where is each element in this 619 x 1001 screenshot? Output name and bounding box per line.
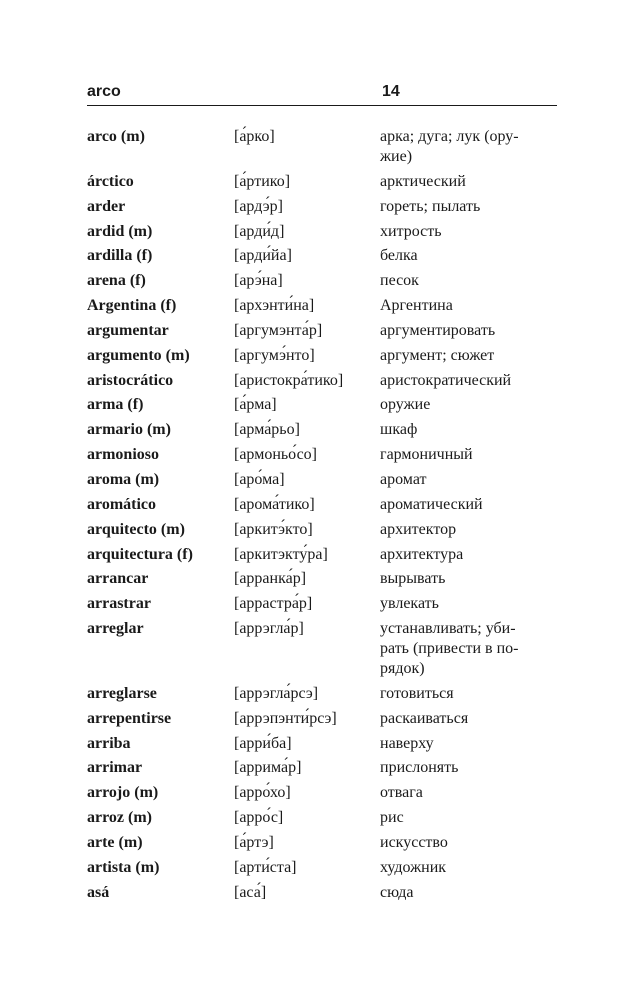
translation: аромат — [380, 470, 427, 488]
dictionary-entry — [87, 883, 557, 903]
translation: рис — [380, 809, 404, 827]
dictionary-entry — [87, 619, 557, 679]
headword: arrancar — [87, 570, 149, 588]
translation: шкаф — [380, 421, 418, 439]
dictionary-entry — [87, 222, 557, 242]
pronunciation: [аса́] — [234, 883, 267, 901]
translation: наверху — [380, 734, 434, 752]
translation: готовиться — [380, 684, 454, 702]
pronunciation: [а́ртико] — [234, 172, 291, 190]
headword: arco (m) — [87, 128, 145, 145]
header-rule — [87, 105, 557, 106]
translation: ароматический — [380, 495, 483, 513]
translation: гореть; пылать — [380, 197, 481, 215]
pronunciation: [аррэгла́рсэ] — [234, 684, 319, 702]
translation: аристократический — [380, 371, 512, 389]
pronunciation: [аргумэнта́р] — [234, 321, 323, 339]
translation: Аргентина — [380, 297, 453, 315]
running-head: arco — [87, 83, 121, 100]
dictionary-entry — [87, 197, 557, 217]
translation: увлекать — [380, 595, 439, 613]
translation: устанавливать; уби- рать (привести в по- рядок) — [380, 620, 519, 678]
headword: aristocrático — [87, 371, 174, 389]
translation: арка; дуга; лук (ору- жие) — [380, 128, 519, 165]
dictionary-entry — [87, 470, 557, 490]
headword: arte (m) — [87, 833, 143, 851]
dictionary-entry — [87, 758, 557, 778]
headword: arrojo (m) — [87, 784, 159, 802]
headword: argumentar — [87, 321, 169, 339]
headword: arquitectura (f) — [87, 545, 193, 563]
dictionary-entry — [87, 569, 557, 589]
headword: arrimar — [87, 759, 143, 777]
translation: искусство — [380, 833, 448, 851]
dictionary-entries — [87, 127, 557, 907]
page-header — [87, 80, 557, 104]
dictionary-entry — [87, 858, 557, 878]
headword: arriba — [87, 734, 131, 752]
dictionary-entry — [87, 246, 557, 266]
headword: asá — [87, 883, 110, 901]
headword: arreglarse — [87, 684, 157, 702]
translation: белка — [380, 247, 418, 265]
translation: отвага — [380, 784, 423, 802]
pronunciation: [арранка́р] — [234, 570, 307, 588]
pronunciation: [арома́тико] — [234, 495, 315, 513]
dictionary-entry — [87, 127, 557, 167]
dictionary-entry — [87, 520, 557, 540]
dictionary-entry — [87, 833, 557, 853]
pronunciation: [аргумэ́нто] — [234, 346, 315, 364]
translation: вырывать — [380, 570, 446, 588]
translation: оружие — [380, 396, 431, 414]
headword: ardid (m) — [87, 222, 153, 240]
translation: аргумент; сюжет — [380, 346, 495, 364]
pronunciation: [аркитэкту́ра] — [234, 545, 328, 563]
translation: сюда — [380, 883, 414, 901]
pronunciation: [арри́ба] — [234, 734, 292, 752]
pronunciation: [арэ́на] — [234, 272, 283, 290]
headword: arquitecto (m) — [87, 520, 185, 538]
translation: раскаиваться — [380, 709, 469, 727]
pronunciation: [аррэгла́р] — [234, 620, 304, 638]
headword: Argentina (f) — [87, 297, 177, 315]
translation: хитрость — [380, 222, 442, 240]
headword: arreglar — [87, 620, 144, 638]
dictionary-entry — [87, 371, 557, 391]
pronunciation: [а́ртэ] — [234, 833, 274, 851]
headword: arder — [87, 197, 126, 215]
dictionary-entry — [87, 321, 557, 341]
pronunciation: [арди́йа] — [234, 247, 292, 265]
pronunciation: [аро́ма] — [234, 470, 285, 488]
dictionary-entry — [87, 495, 557, 515]
dictionary-entry — [87, 594, 557, 614]
dictionary-entry — [87, 296, 557, 316]
dictionary-entry — [87, 783, 557, 803]
headword: artista (m) — [87, 858, 160, 876]
headword: arrastrar — [87, 595, 151, 613]
dictionary-entry — [87, 271, 557, 291]
headword: arrepentirse — [87, 709, 172, 727]
pronunciation: [арма́рьо] — [234, 421, 300, 439]
headword: arroz (m) — [87, 809, 152, 827]
dictionary-entry — [87, 684, 557, 704]
dictionary-entry — [87, 808, 557, 828]
pronunciation: [аррэпэнти́рсэ] — [234, 709, 337, 727]
dictionary-entry — [87, 734, 557, 754]
translation: архитектор — [380, 520, 457, 538]
pronunciation: [аррима́р] — [234, 759, 302, 777]
dictionary-entry — [87, 172, 557, 192]
pronunciation: [аркитэ́кто] — [234, 520, 313, 538]
translation: архитектура — [380, 545, 464, 563]
dictionary-entry — [87, 545, 557, 565]
dictionary-entry — [87, 445, 557, 465]
headword: armario (m) — [87, 421, 171, 439]
page-number: 14 — [382, 83, 400, 100]
translation: художник — [380, 858, 447, 876]
pronunciation: [арро́хо] — [234, 784, 291, 802]
pronunciation: [арди́д] — [234, 222, 285, 240]
dictionary-entry — [87, 395, 557, 415]
pronunciation: [аррастра́р] — [234, 595, 313, 613]
dictionary-entry — [87, 420, 557, 440]
translation: песок — [380, 272, 419, 290]
dictionary-entry — [87, 346, 557, 366]
headword: armonioso — [87, 446, 159, 464]
headword: aromático — [87, 495, 157, 513]
headword: árctico — [87, 172, 134, 190]
pronunciation: [армоньо́со] — [234, 446, 317, 464]
translation: аргументировать — [380, 321, 496, 339]
translation: арктический — [380, 172, 466, 190]
translation: гармоничный — [380, 446, 473, 464]
pronunciation: [архэнти́на] — [234, 297, 315, 315]
headword: argumento (m) — [87, 346, 190, 364]
headword: aroma (m) — [87, 470, 160, 488]
headword: ardilla (f) — [87, 247, 153, 265]
headword: arena (f) — [87, 272, 146, 290]
translation: прислонять — [380, 759, 459, 777]
pronunciation: [а́рма] — [234, 396, 277, 414]
pronunciation: [аристокра́тико] — [234, 371, 344, 389]
pronunciation: [ардэ́р] — [234, 197, 283, 215]
pronunciation: [а́рко] — [234, 128, 275, 145]
dictionary-entry — [87, 709, 557, 729]
pronunciation: [арро́с] — [234, 809, 284, 827]
pronunciation: [арти́ста] — [234, 858, 297, 876]
headword: arma (f) — [87, 396, 144, 414]
